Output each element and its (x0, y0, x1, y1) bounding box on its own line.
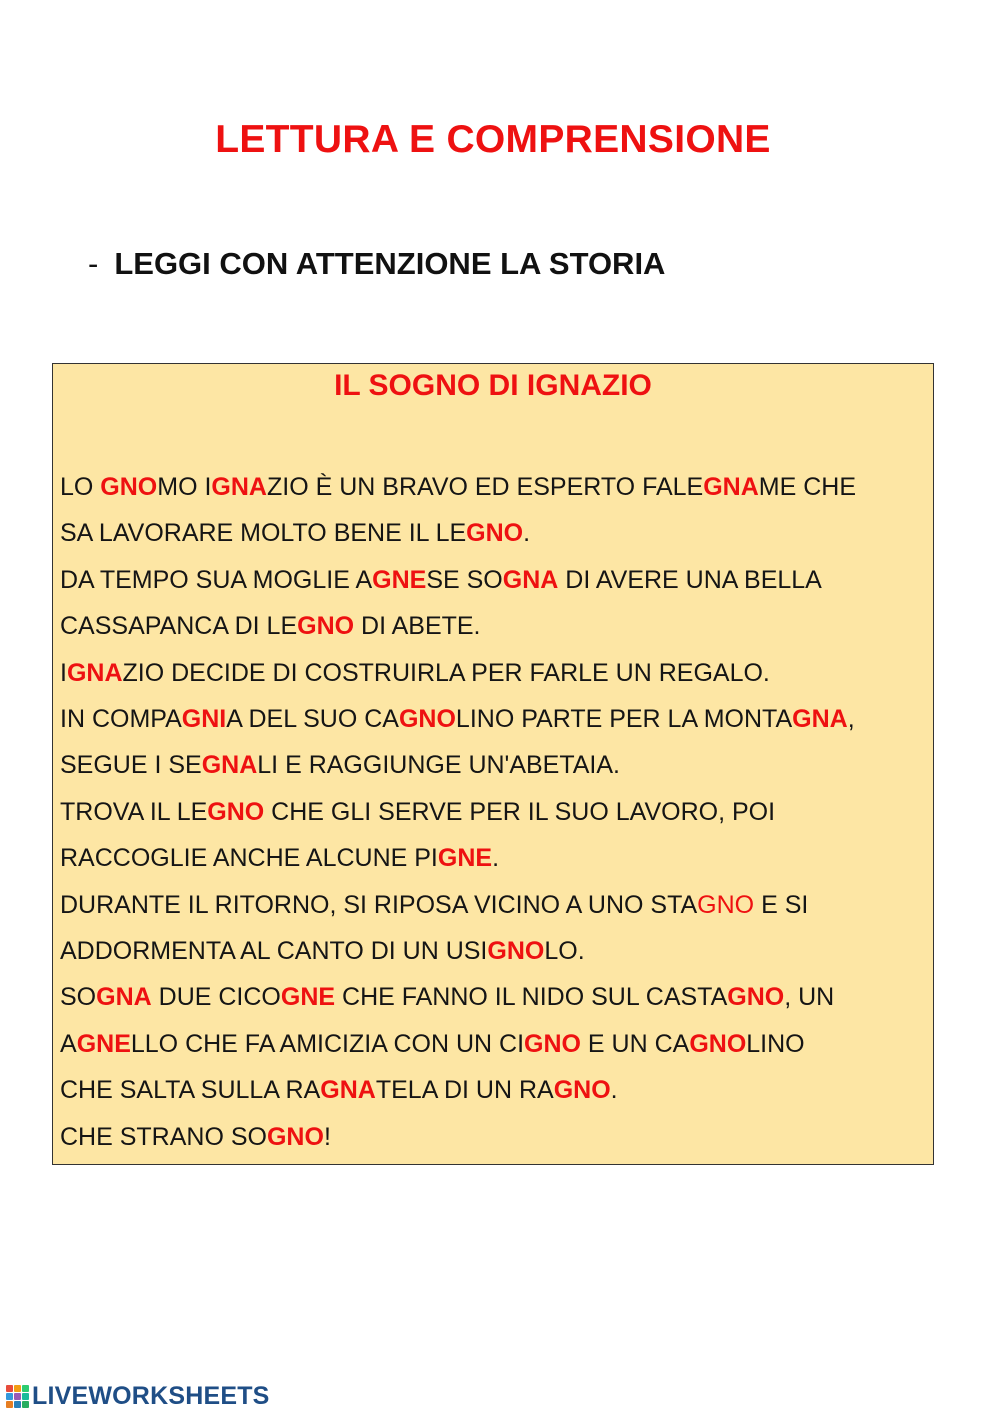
story-text-segment: , UN (784, 983, 835, 1012)
story-text-segment: LO. (544, 937, 585, 966)
story-text-segment: CHE STRANO SO (60, 1122, 267, 1151)
story-line (60, 510, 927, 556)
highlighted-syllable: GNI (181, 705, 227, 734)
story-text-segment: I (60, 658, 67, 687)
story-text-segment: . (492, 844, 500, 873)
story-text-segment: CHE GLI SERVE PER IL SUO LAVORO, POI (264, 797, 776, 826)
story-line (60, 928, 927, 974)
story-text-segment: LO (60, 473, 101, 501)
highlighted-syllable: GNE (280, 983, 336, 1012)
story-text-segment: ZIO È UN BRAVO ED ESPERTO FALE (266, 473, 704, 501)
story-line (60, 557, 927, 603)
story-text-segment: ME CHE (758, 473, 857, 501)
highlighted-syllable: GNA (211, 473, 267, 501)
story-text-segment: LINO (746, 1029, 805, 1058)
story-text-segment: SO (60, 983, 97, 1012)
highlighted-syllable: GNO (487, 937, 545, 966)
highlighted-syllable: GNO (466, 519, 524, 548)
story-text-segment: ! (323, 1122, 331, 1151)
logo-square (22, 1393, 29, 1400)
story-text-segment: RACCOGLIE ANCHE ALCUNE PI (60, 844, 438, 873)
story-text-segment: DURANTE IL RITORNO, SI RIPOSA VICINO A UNO STA (60, 890, 698, 919)
highlighted-syllable: GNA (201, 751, 258, 780)
logo-square (6, 1393, 13, 1400)
highlighted-syllable: GNA (703, 473, 759, 501)
story-text-segment: SE SO (426, 565, 503, 594)
highlighted-syllable: GNO (297, 612, 355, 641)
highlighted-syllable: GNO (266, 1122, 324, 1151)
story-text-segment: A DEL SUO CA (226, 705, 399, 734)
story-text-segment: TROVA IL LE (60, 797, 208, 826)
story-line (60, 464, 927, 510)
highlighted-syllable: GNO (727, 983, 785, 1012)
highlighted-syllable: GNO (524, 1029, 581, 1058)
highlighted-syllable: GNO (697, 890, 755, 919)
logo-square (6, 1401, 13, 1408)
highlighted-syllable: GNE (372, 565, 427, 594)
story-line (60, 1114, 927, 1160)
highlighted-syllable: GNO (689, 1029, 747, 1058)
story-text-segment: , (847, 705, 855, 734)
story-line (60, 882, 927, 928)
story-text-segment: E UN CA (580, 1029, 690, 1058)
story-box (52, 363, 934, 1165)
brand-name: LIVEWORKSHEETS (32, 1382, 270, 1410)
story-text-segment: DI AVERE UNA BELLA (558, 565, 822, 594)
story-text-segment: . (523, 519, 531, 548)
story-text-segment: DUE CICO (151, 983, 281, 1012)
story-line (60, 974, 927, 1020)
story-line (60, 650, 927, 696)
story-text-segment: . (610, 1076, 618, 1105)
highlighted-syllable: GNA (792, 705, 848, 734)
logo-square (22, 1401, 29, 1408)
highlighted-syllable: GNE (76, 1029, 131, 1058)
highlighted-syllable: GNE (437, 844, 493, 873)
story-text-segment: LINO PARTE PER LA MONTA (455, 705, 793, 734)
highlighted-syllable: GNO (553, 1076, 611, 1105)
story-text-segment: SA LAVORARE MOLTO BENE IL LE (60, 519, 467, 548)
story-text-segment: LLO CHE FA AMICIZIA CON UN CI (130, 1029, 525, 1058)
story-line (60, 1021, 927, 1067)
story-text-segment: ZIO DECIDE DI COSTRUIRLA PER FARLE UN REGALO. (122, 658, 770, 687)
highlighted-syllable: GNA (66, 658, 123, 687)
story-text-segment: E SI (754, 890, 809, 919)
highlighted-syllable: GNA (96, 983, 152, 1012)
story-text-segment: DA TEMPO SUA MOGLIE A (60, 565, 373, 594)
story-line (60, 835, 927, 881)
brand-logo-icon (6, 1385, 29, 1408)
story-text-segment: SEGUE I SE (60, 751, 202, 780)
highlighted-syllable: GNA (320, 1076, 376, 1105)
page-title: LETTURA E COMPRENSIONE (215, 118, 771, 161)
logo-square (14, 1385, 21, 1392)
story-line (60, 742, 927, 788)
story-text-segment: CHE FANNO IL NIDO SUL CASTA (335, 983, 728, 1012)
highlighted-syllable: GNA (502, 565, 559, 594)
footer-brand (6, 1382, 270, 1411)
story-text-segment: CASSAPANCA DI LE (60, 612, 298, 641)
story-text-segment: DI ABETE. (354, 612, 481, 641)
story-text (60, 464, 927, 1160)
instruction (88, 246, 665, 282)
logo-square (14, 1401, 21, 1408)
instruction-bullet: - (88, 246, 99, 281)
logo-square (14, 1393, 21, 1400)
story-line (60, 789, 927, 835)
highlighted-syllable: GNO (100, 473, 158, 501)
highlighted-syllable: GNO (398, 705, 456, 734)
story-text-segment: A (60, 1029, 77, 1058)
story-line (60, 1067, 927, 1113)
story-line (60, 696, 927, 742)
highlighted-syllable: GNO (207, 797, 265, 826)
instruction-text: LEGGI CON ATTENZIONE LA STORIA (114, 246, 666, 281)
story-text-segment: MO I (157, 473, 212, 501)
story-line (60, 603, 927, 649)
story-text-segment: LI E RAGGIUNGE UN'ABETAIA. (257, 751, 621, 780)
story-text-segment: ADDORMENTA AL CANTO DI UN USI (60, 937, 488, 966)
logo-square (22, 1385, 29, 1392)
story-title: IL SOGNO DI IGNAZIO (334, 369, 652, 402)
story-text-segment: IN COMPA (60, 705, 182, 734)
story-text-segment: TELA DI UN RA (375, 1076, 554, 1105)
story-text-segment: CHE SALTA SULLA RA (60, 1076, 321, 1105)
logo-square (6, 1385, 13, 1392)
